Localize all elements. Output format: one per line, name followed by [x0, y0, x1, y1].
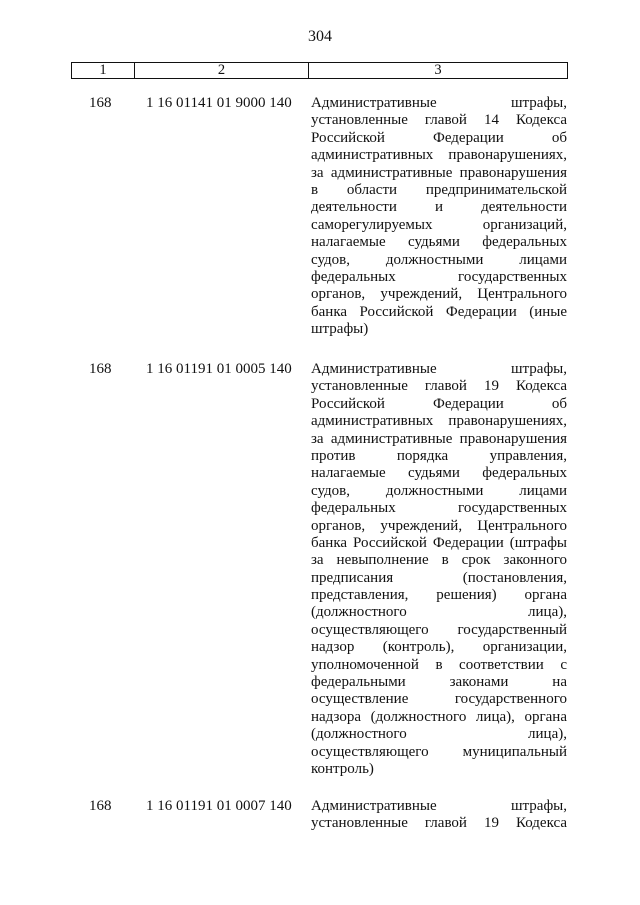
description-line: против порядка управления,: [311, 447, 567, 464]
description-line: федеральных государственных: [311, 268, 567, 285]
header-col-2: 2: [135, 63, 309, 78]
description-line: предписания (постановления,: [311, 569, 567, 586]
row-description: [311, 798, 567, 833]
description-line: налагаемые судьями федеральных: [311, 234, 567, 251]
description-line: (должностного лица),: [311, 726, 567, 743]
description-line: контроль): [311, 760, 374, 777]
page-number: 304: [308, 28, 332, 45]
description-line: в области предпринимательской: [311, 181, 567, 198]
budget-code: 1 16 01191 01 0005 140: [146, 361, 292, 377]
description-line: уполномоченной в соответствии с: [311, 656, 567, 673]
description-line: за невыполнение в срок законного: [311, 552, 567, 569]
description-line: административных правонарушениях,: [311, 413, 567, 430]
row-description: [311, 361, 567, 778]
description-line: штрафы): [311, 321, 369, 338]
description-line: федеральными законами на: [311, 674, 567, 691]
description-line: установленные главой 14 Кодекса: [311, 112, 567, 129]
description-line: Российской Федерации об: [311, 395, 567, 412]
row-number: 168: [89, 361, 112, 377]
row-number: 168: [89, 798, 112, 814]
description-line: надзор (контроль), организации,: [311, 639, 567, 656]
description-line: осуществляющего государственный: [311, 621, 567, 638]
description-line: федеральных государственных: [311, 500, 567, 517]
description-line: (должностного лица),: [311, 604, 567, 621]
description-line: Административные штрафы,: [311, 95, 567, 111]
budget-code: 1 16 01141 01 9000 140: [146, 95, 292, 111]
description-line: Российской Федерации об: [311, 129, 567, 146]
header-col-3: 3: [434, 62, 442, 78]
description-line: Административные штрафы,: [311, 361, 567, 377]
description-line: осуществляющего муниципальный: [311, 743, 567, 760]
description-line: банка Российской Федерации (иные: [311, 303, 567, 320]
table-header: [71, 62, 568, 79]
budget-code: 1 16 01191 01 0007 140: [146, 798, 292, 814]
description-line: административных правонарушениях,: [311, 147, 567, 164]
description-line: установленные главой 19 Кодекса: [311, 815, 567, 832]
description-line: установленные главой 19 Кодекса: [311, 378, 567, 395]
description-line: надзора (должностного лица), органа: [311, 708, 567, 725]
description-line: за административные правонарушения: [311, 430, 567, 447]
description-line: представления, решения) органа: [311, 587, 567, 604]
row-number: 168: [89, 95, 112, 111]
description-line: осуществление государственного: [311, 691, 567, 708]
description-line: судов, должностными лицами: [311, 482, 567, 499]
description-line: деятельности и деятельности: [311, 199, 567, 216]
description-line: банка Российской Федерации (штрафы: [311, 534, 567, 551]
description-line: налагаемые судьями федеральных: [311, 465, 567, 482]
header-col-1: 1: [72, 63, 135, 78]
description-line: саморегулируемых организаций,: [311, 216, 567, 233]
description-line: за административные правонарушения: [311, 164, 567, 181]
description-line: органов, учреждений, Центрального: [311, 517, 567, 534]
description-line: судов, должностными лицами: [311, 251, 567, 268]
row-description: [311, 95, 567, 338]
description-line: органов, учреждений, Центрального: [311, 286, 567, 303]
description-line: Административные штрафы,: [311, 798, 567, 814]
